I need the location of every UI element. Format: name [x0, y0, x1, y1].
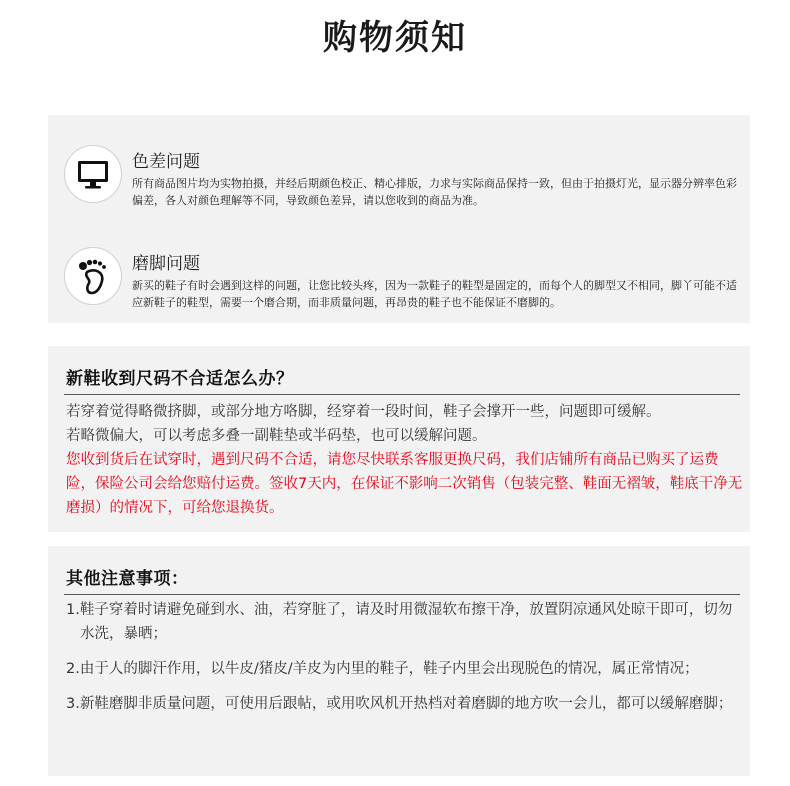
info-text: 新买的鞋子有时会遇到这样的问题，让您比较头疼，因为一款鞋子的鞋型是固定的，而每个人的脚型又不相同，脚丫可能不适应新鞋子的鞋型，需要一个磨合期，而非质量问题，再昂贵的鞋子也不能保证不磨脚的。: [132, 279, 737, 309]
list-item: 3.新鞋磨脚非质量问题，可使用后跟帖，或用吹风机开热档对着磨脚的地方吹一会儿，都可以缓解磨脚；: [66, 696, 733, 712]
divider: [64, 594, 740, 595]
size-issue-section: [48, 346, 750, 532]
body-line: 若穿着觉得略微挤脚，或部分地方咯脚，经穿着一段时间，鞋子会撑开一些，问题即可缓解。: [66, 404, 661, 420]
list-item: 1.鞋子穿着时请避免碰到水、油，若穿脏了，请及时用微湿软布擦干净，放置阴凉通风处晾干即可，切勿水洗，暴晒；: [66, 602, 733, 642]
notes-list: [66, 598, 746, 727]
divider: [64, 394, 740, 395]
footprint-icon: [64, 247, 122, 305]
body-line: 若略微偏大，可以考虑多叠一副鞋垫或半码垫，也可以缓解问题。: [66, 428, 487, 444]
info-text: 所有商品图片均为实物拍摄，并经后期颜色校正、精心排版，力求与实际商品保持一致，但由于拍摄灯光，显示器分辨率色彩偏差，各人对颜色理解等不同，导致颜色差异，请以您收到的商品为准。: [132, 177, 737, 207]
info-panel: [48, 115, 750, 323]
info-title: 色差问题: [132, 152, 200, 172]
section-heading: 其他注意事项：: [66, 569, 189, 589]
section-heading: 新鞋收到尺码不合适怎么办？: [66, 369, 294, 389]
size-issue-body: [66, 400, 746, 520]
info-title: 磨脚问题: [132, 254, 200, 274]
monitor-icon: [64, 145, 122, 203]
page-title: 购物须知: [323, 18, 467, 58]
list-item: 2.由于人的脚汗作用，以牛皮/猪皮/羊皮为内里的鞋子，鞋子内里会出现脱色的情况，属正常情况；: [66, 661, 699, 677]
exchange-policy-text: 您收到货后在试穿时，遇到尺码不合适，请您尽快联系客服更换尺码，我们店铺所有商品已购买了运费险，保险公司会给您赔付运费。签收7天内，在保证不影响二次销售（包装完整、鞋面无褶皱，鞋底干净无磨损）的情况下，可给您退换货。: [66, 452, 743, 516]
other-notes-section: [48, 546, 750, 776]
